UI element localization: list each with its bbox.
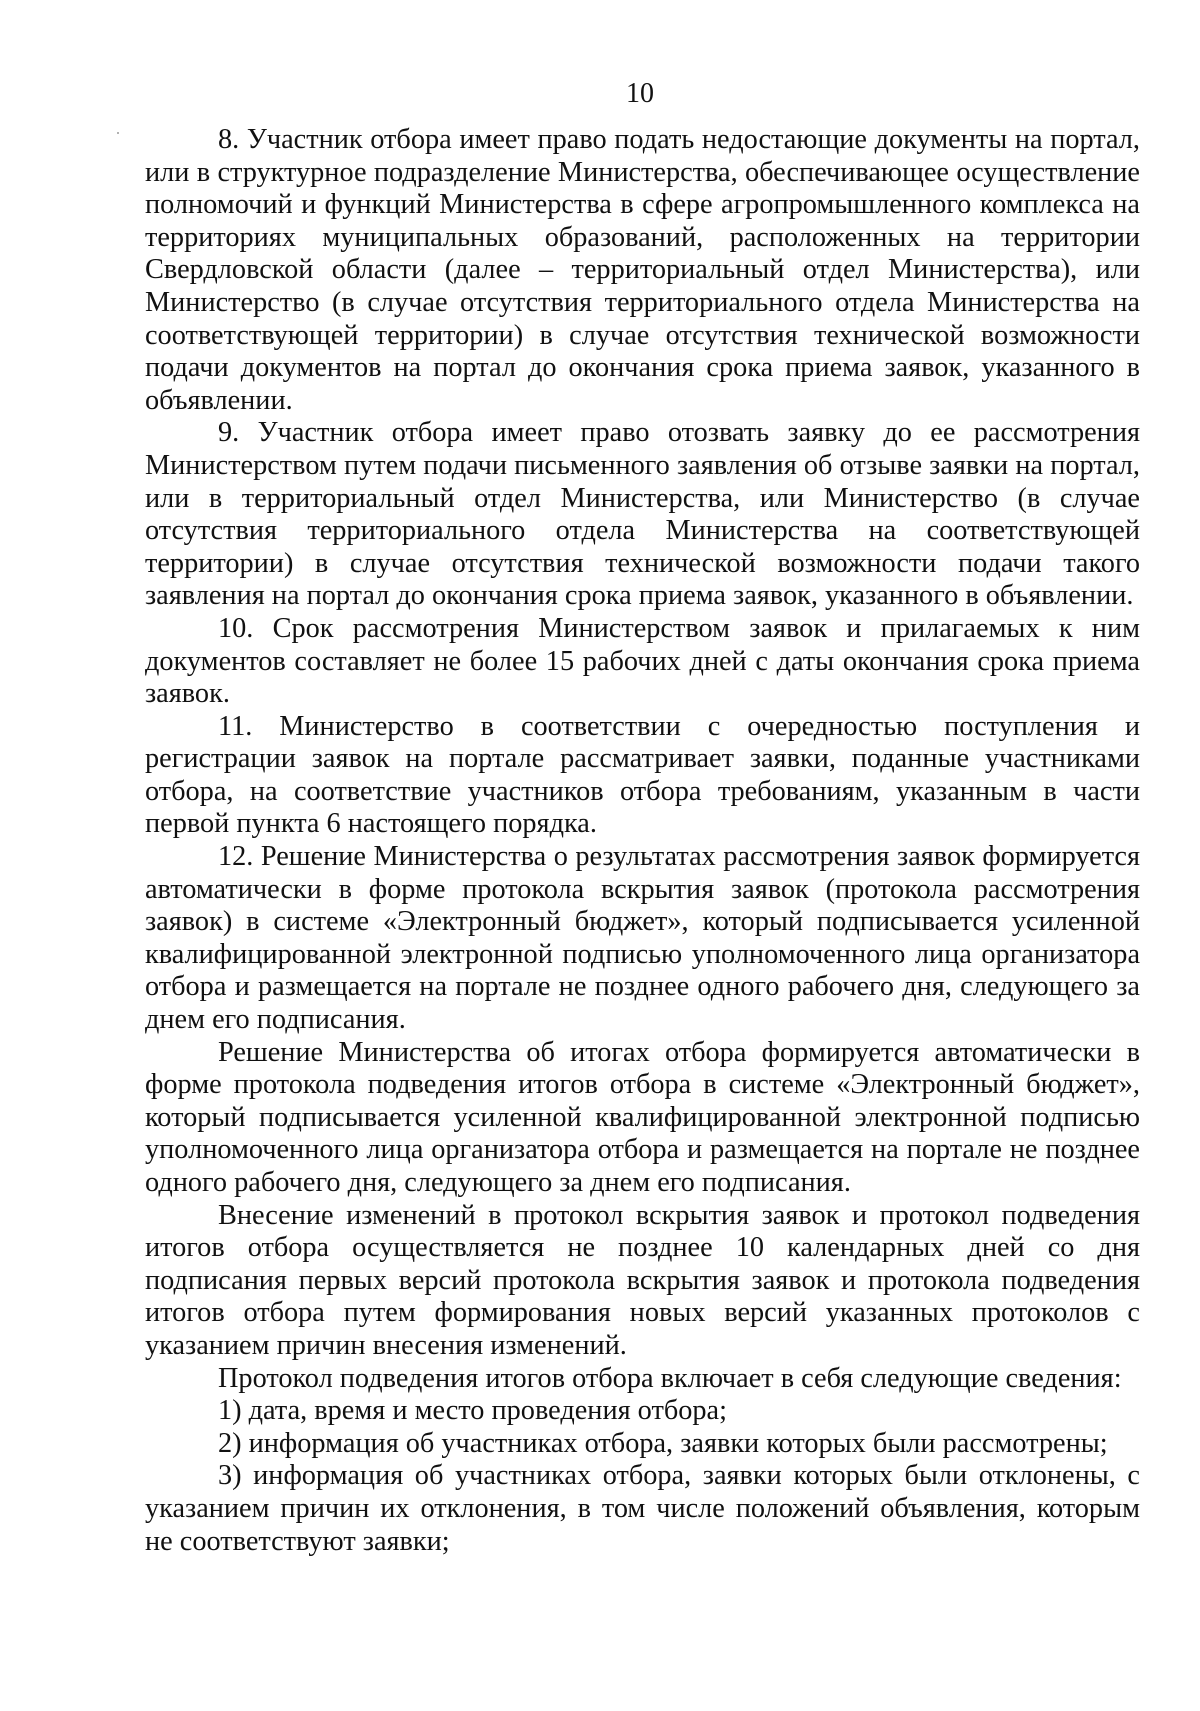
paragraph-12: 12. Решение Министерства о результатах рассмотрения заявок формируется автоматически в форме протокола вскрытия заявок (протокола рассмотрения заявок) в системе «Электронный бюджет», который подписывается усиленной квалифицированной электронной подписью уполномоченного лица организатора отбора и размещается на портале не позднее одного рабочего дня, следующего за днем его подписания. <box>145 841 1140 1036</box>
paragraph-protocol-contents: Протокол подведения итогов отбора включает в себя следующие сведения: <box>218 1362 1122 1394</box>
scan-speck <box>117 132 119 134</box>
paragraph-9: 9. Участник отбора имеет право отозвать заявку до ее рассмотрения Министерством путем подачи письменного заявления об отзыве заявки на портал, или в территориальный отдел Министерства, или Министерство (в случае отсутствия территориального отдела Министерства на соответствующей территории) в случае отсутствия технической возможности подачи такого заявления на портал до окончания срока приема заявок, указанного в объявлении. <box>145 417 1140 612</box>
paragraph-8: 8. Участник отбора имеет право подать недостающие документы на портал, или в структурное подразделение Министерства, обеспечивающее осуществление полномочий и функций Министерства в сфере агропромышленного комплекса на территориях муниципальных образований, расположенных на территории Свердловской области (далее – территориальный отдел Министерства), или Министерство (в случае отсутствия территориального отдела Министерства на соответствующей территории) в случае отсутствия технической возможности подачи документов на портал до окончания срока приема заявок, указанного в объявлении. <box>145 124 1140 416</box>
paragraph-11: 11. Министерство в соответствии с очередностью поступления и регистрации заявок на портале рассматривает заявки, поданные участниками отбора, на соответствие участников отбора требованиям, указанным в части первой пункта 6 настоящего порядка. <box>145 710 1140 840</box>
list-item-1: 1) дата, время и место проведения отбора; <box>218 1395 727 1427</box>
document-body <box>145 124 1140 1558</box>
paragraph-10: 10. Срок рассмотрения Министерством заявок и прилагаемых к ним документов составляет не более 15 рабочих дней с даты окончания срока приема заявок. <box>145 612 1140 710</box>
list-item-3: 3) информация об участниках отбора, заявки которых были отклонены, с указанием причин их отклонения, в том числе положений объявления, которым не соответствуют заявки; <box>145 1460 1140 1557</box>
paragraph-decision-results: Решение Министерства об итогах отбора формируется автоматически в форме протокола подведения итогов отбора в системе «Электронный бюджет», который подписывается усиленной квалифицированной электронной подписью уполномоченного лица организатора отбора и размещается на портале не позднее одного рабочего дня, следующего за днем его подписания. <box>145 1036 1140 1198</box>
list-item-2: 2) информация об участниках отбора, заявки которых были рассмотрены; <box>218 1427 1108 1459</box>
paragraph-protocol-changes: Внесение изменений в протокол вскрытия заявок и протокол подведения итогов отбора осуществляется не позднее 10 календарных дней со дня подписания первых версий протокола вскрытия заявок и протокола подведения итогов отбора путем формирования новых версий указанных протоколов с указанием причин внесения изменений. <box>145 1199 1140 1361</box>
page-number: 10 <box>626 78 654 109</box>
